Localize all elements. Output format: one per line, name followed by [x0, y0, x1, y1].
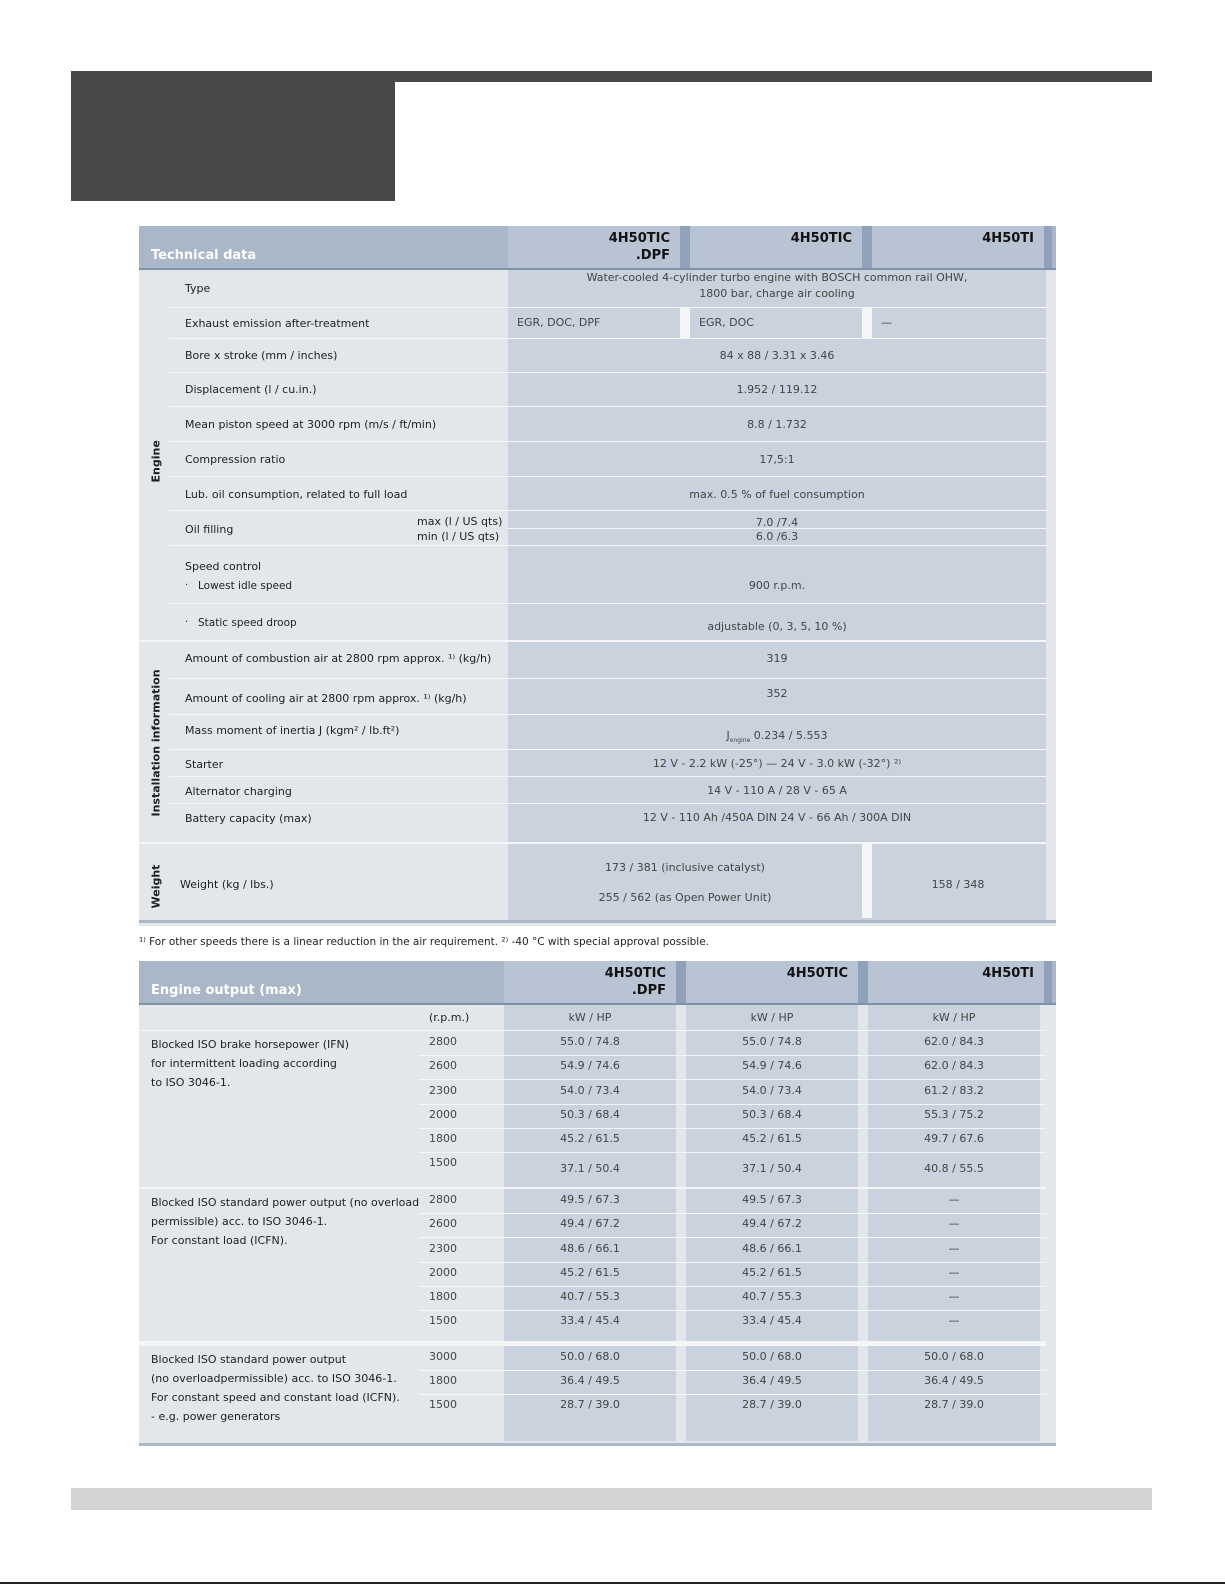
table-bottom-rule	[139, 920, 1056, 923]
inertia-value	[508, 729, 1046, 744]
row-divider	[169, 749, 1046, 750]
rpm-cell: 2600	[429, 1059, 457, 1072]
output-value-cell: —	[948, 1266, 960, 1279]
row-divider	[169, 476, 1046, 477]
row-divider	[169, 510, 1046, 511]
output-value-cell: 50.0 / 68.0	[924, 1350, 984, 1363]
output-value-cell: 45.2 / 61.5	[742, 1266, 802, 1279]
output-value-cell: 36.4 / 49.5	[742, 1374, 802, 1387]
row-label-type: Type	[185, 282, 211, 295]
inertia-j: J	[726, 729, 730, 742]
group-label-line: Blocked ISO standard power output	[151, 1353, 347, 1366]
combustion-air-value: 319	[766, 652, 788, 665]
row-label-piston-speed: Mean piston speed at 3000 rpm (m/s / ft/min)	[185, 418, 437, 431]
output-value-cell: 55.0 / 74.8	[560, 1035, 620, 1048]
row-label-lub-oil: Lub. oil consumption, related to full load	[185, 488, 408, 501]
oil-max-unit: max (l / US qts)	[417, 515, 503, 528]
exhaust-value-ti: —	[881, 316, 892, 329]
rpm-cell: 2800	[429, 1193, 457, 1206]
group-label-line: - e.g. power generators	[151, 1410, 281, 1423]
row-label-speed-droop: Static speed droop	[198, 617, 297, 629]
col-head-4h50tic	[690, 226, 862, 268]
row-divider	[169, 776, 1046, 777]
output-value-cell: 50.3 / 68.4	[742, 1108, 802, 1121]
out-col-head-4h50ti	[868, 961, 1044, 1003]
technical-data-table	[139, 226, 1056, 926]
col-gap	[862, 226, 872, 268]
row-label-displacement: Displacement (l / cu.in.)	[185, 383, 317, 396]
row-label-combustion-air: Amount of combustion air at 2800 rpm approx. ¹⁾ (kg/h)	[185, 652, 492, 665]
type-value-line1: Water-cooled 4-cylinder turbo engine with BOSCH common rail OHW,	[586, 271, 968, 284]
output-group-label-ifn	[151, 1035, 349, 1092]
col-gap	[676, 961, 686, 1003]
exhaust-value-tic: EGR, DOC	[699, 316, 754, 329]
group-label-line: For constant load (ICFN).	[151, 1234, 288, 1247]
output-value-cell: 48.6 / 66.1	[742, 1242, 802, 1255]
page-bottom-line	[0, 1582, 1225, 1584]
output-value-cell: 36.4 / 49.5	[560, 1374, 620, 1387]
row-divider	[139, 1030, 1046, 1031]
output-value-cell: 49.5 / 67.3	[560, 1193, 620, 1206]
row-label-battery: Battery capacity (max)	[185, 812, 312, 825]
lub-oil-value: max. 0.5 % of fuel consumption	[689, 488, 865, 501]
col-divider	[862, 844, 872, 918]
cooling-air-value: 352	[766, 687, 788, 700]
row-divider	[169, 803, 1046, 804]
row-label-alternator: Alternator charging	[185, 785, 292, 798]
output-value-cell: 54.0 / 73.4	[742, 1084, 802, 1097]
row-divider	[169, 372, 1046, 373]
rpm-cell: 2800	[429, 1035, 457, 1048]
row-divider	[169, 406, 1046, 407]
col-head-label: 4H50TI	[982, 966, 1034, 981]
col-divider	[862, 308, 872, 338]
starter-value: 12 V - 2.2 kW (-25°) — 24 V - 3.0 kW (-32°) ²⁾	[652, 757, 902, 770]
row-divider	[419, 1079, 1046, 1080]
group-label-line: Blocked ISO standard power output (no overload	[151, 1196, 420, 1209]
row-divider	[419, 1104, 1046, 1105]
out-col-head-4h50tic	[686, 961, 858, 1003]
row-label-weight: Weight (kg / lbs.)	[180, 878, 274, 891]
idle-speed-value: 900 r.p.m.	[748, 579, 806, 592]
right-strip	[1046, 270, 1056, 920]
row-divider	[419, 1370, 1046, 1371]
col-gap	[680, 226, 690, 268]
footnote: ¹⁾ For other speeds there is a linear reduction in the air requirement. ²⁾ -40 °C with special approval possible.	[139, 936, 710, 948]
unit-head-1: kW / HP	[568, 1011, 612, 1024]
rpm-cell: 3000	[429, 1350, 457, 1363]
engine-output-title: Engine output (max)	[151, 983, 302, 998]
output-value-cell: 54.9 / 74.6	[560, 1059, 620, 1072]
output-value-cell: 48.6 / 66.1	[560, 1242, 620, 1255]
col-gap	[1044, 961, 1052, 1003]
rpm-cell: 1500	[429, 1156, 457, 1169]
rpm-cell: 2000	[429, 1266, 457, 1279]
col-head-4h50tic-dpf	[508, 226, 680, 268]
row-divider	[419, 1286, 1046, 1287]
output-value-cell: 28.7 / 39.0	[742, 1398, 802, 1411]
row-label-inertia: Mass moment of inertia J (kgm² / lb.ft²)	[185, 724, 400, 737]
output-value-cell: 45.2 / 61.5	[742, 1132, 802, 1145]
piston-speed-value: 8.8 / 1.732	[747, 418, 807, 431]
rpm-cell: 2300	[429, 1242, 457, 1255]
output-value-cell: 54.9 / 74.6	[742, 1059, 802, 1072]
col-head-label: 4H50TIC .DPF	[604, 966, 666, 998]
row-divider	[169, 441, 1046, 442]
type-value-line2: 1800 bar, charge air cooling	[699, 287, 855, 300]
output-value-cell: 45.2 / 61.5	[560, 1266, 620, 1279]
unit-head-2: kW / HP	[750, 1011, 794, 1024]
output-value-cell: —	[948, 1242, 960, 1255]
bore-value: 84 x 88 / 3.31 x 3.46	[719, 349, 835, 362]
output-value-cell: 50.0 / 68.0	[560, 1350, 620, 1363]
group-divider	[139, 842, 1046, 844]
row-label-bore: Bore x stroke (mm / inches)	[185, 349, 338, 362]
bullet: ·	[185, 580, 189, 591]
group-label-line: (no overloadpermissible) acc. to ISO 3046-1.	[151, 1372, 397, 1385]
col-head-label: 4H50TIC	[786, 966, 848, 981]
row-divider	[419, 1394, 1046, 1395]
oil-min-value: 6.0 /6.3	[755, 530, 799, 543]
group-label-line: permissible) acc. to ISO 3046-1.	[151, 1215, 328, 1228]
displacement-value: 1.952 / 119.12	[736, 383, 818, 396]
row-divider	[419, 1310, 1046, 1311]
output-group-label-generators	[151, 1350, 400, 1426]
group-label-weight: Weight	[149, 864, 163, 909]
row-label-speed-control: Speed control	[185, 560, 262, 573]
rpm-cell: 1500	[429, 1314, 457, 1327]
row-divider	[419, 1262, 1046, 1263]
output-value-cell: 40.7 / 55.3	[742, 1290, 802, 1303]
table-bottom-rule	[139, 1443, 1056, 1446]
output-value-cell: 55.0 / 74.8	[742, 1035, 802, 1048]
output-value-cell: 54.0 / 73.4	[560, 1084, 620, 1097]
unit-head-3: kW / HP	[932, 1011, 976, 1024]
rpm-cell: 1800	[429, 1290, 457, 1303]
group-label-line: For constant speed and constant load (ICFN).	[151, 1391, 400, 1404]
group-divider	[139, 1341, 1046, 1346]
row-divider	[169, 545, 1046, 546]
battery-value: 12 V - 110 Ah /450A DIN 24 V - 66 Ah / 300A DIN	[642, 811, 912, 824]
output-value-cell: 45.2 / 61.5	[560, 1132, 620, 1145]
bullet: ·	[185, 617, 189, 628]
group-label-line: for intermittent loading according	[151, 1057, 337, 1070]
row-divider	[169, 603, 1046, 604]
rpm-cell: 1800	[429, 1132, 457, 1145]
rpm-cell: 2000	[429, 1108, 457, 1121]
row-divider	[419, 1237, 1046, 1238]
rpm-head: (r.p.m.)	[429, 1011, 470, 1024]
output-value-cell: 62.0 / 84.3	[924, 1035, 984, 1048]
col-gap	[1044, 226, 1052, 268]
output-value-cell: 49.4 / 67.2	[742, 1217, 802, 1230]
group-label-line: Blocked ISO brake horsepower (IFN)	[151, 1038, 350, 1051]
group-divider	[139, 640, 1046, 642]
output-value-cell: 36.4 / 49.5	[924, 1374, 984, 1387]
output-value-cell: —	[948, 1290, 960, 1303]
row-divider	[169, 338, 1046, 339]
output-value-cell: 33.4 / 45.4	[742, 1314, 802, 1327]
output-value-cell: 50.0 / 68.0	[742, 1350, 802, 1363]
exhaust-value-dpf: EGR, DOC, DPF	[517, 316, 601, 329]
col-head-label: 4H50TIC	[790, 231, 852, 246]
rpm-cell: 1800	[429, 1374, 457, 1387]
output-value-cell: 40.8 / 55.5	[924, 1162, 984, 1175]
output-value-cell: 33.4 / 45.4	[560, 1314, 620, 1327]
inertia-sub: engine	[729, 737, 751, 745]
row-label-idle-speed: Lowest idle speed	[198, 580, 293, 592]
row-divider	[419, 1128, 1046, 1129]
output-value-cell: 50.3 / 68.4	[560, 1108, 620, 1121]
row-divider	[169, 307, 1046, 308]
output-value-cell: 37.1 / 50.4	[742, 1162, 802, 1175]
output-value-cell: 49.4 / 67.2	[560, 1217, 620, 1230]
row-divider	[169, 714, 1046, 715]
speed-droop-value: adjustable (0, 3, 5, 10 %)	[707, 620, 847, 633]
col-head-label: 4H50TI	[982, 231, 1034, 246]
group-label-line: to ISO 3046-1.	[151, 1076, 231, 1089]
weight-value-catalyst: 173 / 381 (inclusive catalyst)	[605, 861, 765, 874]
alternator-value: 14 V - 110 A / 28 V - 65 A	[707, 784, 847, 797]
technical-data-title: Technical data	[151, 248, 257, 263]
engine-output-table	[139, 961, 1056, 1446]
col-gap	[858, 961, 868, 1003]
output-value-cell: 28.7 / 39.0	[560, 1398, 620, 1411]
row-divider	[169, 678, 1046, 679]
rpm-cell: 2600	[429, 1217, 457, 1230]
oil-max-value: 7.0 /7.4	[755, 516, 799, 529]
col-head-4h50ti	[872, 226, 1044, 268]
group-divider	[139, 1187, 1046, 1189]
output-value-cell: —	[948, 1314, 960, 1327]
inertia-number: 0.234 / 5.553	[753, 729, 828, 742]
out-col-head-4h50tic-dpf	[504, 961, 676, 1003]
group-label-installation: Installation information	[149, 669, 163, 817]
weight-value-ti: 158 / 348	[931, 878, 985, 891]
output-value-cell: 49.5 / 67.3	[742, 1193, 802, 1206]
row-label-oil-filling: Oil filling	[185, 523, 234, 536]
col-head-label: 4H50TIC .DPF	[608, 231, 670, 263]
rpm-cell: 2300	[429, 1084, 457, 1097]
row-label-compression: Compression ratio	[185, 453, 286, 466]
output-value-cell: —	[948, 1193, 960, 1206]
row-label-cooling-air: Amount of cooling air at 2800 rpm approx. ¹⁾ (kg/h)	[185, 692, 467, 705]
col-divider	[680, 308, 690, 338]
output-value-cell: 28.7 / 39.0	[924, 1398, 984, 1411]
rpm-cell: 1500	[429, 1398, 457, 1411]
row-label-exhaust: Exhaust emission after-treatment	[185, 317, 370, 330]
output-value-cell: 61.2 / 83.2	[924, 1084, 984, 1097]
output-value-cell: 40.7 / 55.3	[560, 1290, 620, 1303]
output-value-cell: 49.7 / 67.6	[924, 1132, 984, 1145]
row-divider	[419, 1055, 1046, 1056]
output-value-cell: 55.3 / 75.2	[924, 1108, 984, 1121]
output-group-label-icfn	[151, 1193, 419, 1250]
weight-value-open-power-unit: 255 / 562 (as Open Power Unit)	[598, 891, 772, 904]
group-label-engine: Engine	[149, 440, 163, 483]
compression-value: 17,5:1	[759, 453, 795, 466]
footer-bar	[71, 1488, 1152, 1510]
row-divider	[419, 1213, 1046, 1214]
row-divider	[419, 1152, 1046, 1153]
output-value-cell: —	[948, 1217, 960, 1230]
output-value-cell: 37.1 / 50.4	[560, 1162, 620, 1175]
header-block	[71, 71, 395, 201]
output-value-cell: 62.0 / 84.3	[924, 1059, 984, 1072]
row-label-starter: Starter	[185, 758, 224, 771]
oil-min-unit: min (l / US qts)	[417, 530, 500, 543]
